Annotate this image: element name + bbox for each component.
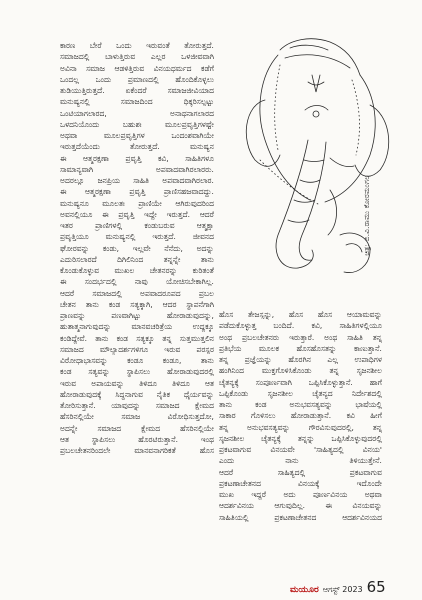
text-line: ಕಂಡ ಸತ್ಯವನ್ನು ಸ್ಥಾಪಿಸಲು ಹೋರಾಡುವುದರಲ್ಲಿ bbox=[60, 367, 214, 377]
text-line: ಸಮಾಜದ ಮೌಲ್ಯಾದರ್ಶಗಳಿಗೂ ಇರುವ ಪರಸ್ಪರ bbox=[60, 344, 214, 354]
article-right-column bbox=[219, 309, 382, 523]
text-line: ಅಥವಾ ಮೂಲಪ್ರವೃತ್ತಿಗಳ ಒಂದಂಶವಾಗಿಯೇ bbox=[60, 131, 214, 140]
ganesha-sketch-icon bbox=[220, 30, 400, 300]
text-line: ವಿರೋಧಾಭಾಸವನ್ನು ಕಂಡೂ ಕಂಡೂ, ತಾನು bbox=[60, 356, 214, 365]
text-line: ಎಂದು ನಾನು ತಿಳಿಯುತ್ತೇನೆ. bbox=[219, 456, 382, 466]
text-line: ಈ ಆತ್ಮರಕ್ಷಣಾ ಪ್ರವೃತ್ತಿ ಪ್ರಾಣಿಸಹಜವಾದದ್ದು. bbox=[60, 187, 214, 197]
text-line: ತನ್ನ ಅನುಭವಸತ್ಯವನ್ನು ಗೌರವಿಸುವುದರಲ್ಲಿ, ತನ್ನ bbox=[219, 422, 382, 432]
text-line: ಪ್ರಾಣವನ್ನು ಪಣವಾಗಿಟ್ಟು ಹೋರಾಡುವುದನ್ನು, bbox=[60, 311, 214, 320]
text-line: ಆದರೆ ಸಾಹಿತ್ಯದಲ್ಲಿ ಪ್ರಕಟವಾಗುವ bbox=[219, 467, 382, 477]
text-line: ಮುಖ ಇದ್ದರೆ ಅದು ಪೂರ್ಣವಿನಯ ಅಥವಾ bbox=[219, 490, 382, 499]
illustration-credit: ಚಿತ್ರ: ಬಿ.ವಿ.ರಾಮು ಕೋರಮಂಗಲ bbox=[363, 175, 371, 256]
text-line: ಇರುತ್ತದೆಯೆಂದು ತೋರುತ್ತದೆ. ಮನುಷ್ಯನ bbox=[60, 142, 214, 152]
text-line: ಚೈತನ್ಯಕ್ಕೆ ಸಂಪೂರ್ಣವಾಗಿ ಒಪ್ಪಿಸಿಕೊಳ್ಳುತ್ತಾನೆ. ಹಾಗೆ bbox=[219, 377, 382, 387]
text-line: ಈ ಆತ್ಮರಕ್ಷಣಾ ಪ್ರವೃತ್ತಿ ಕವಿ, ಸಾಹಿತಿಗಳೂ bbox=[60, 153, 214, 163]
text-line: ತೋರಿಸುತ್ತಾನೆ. ಯಾವುದನ್ನು ಸಮಾಜದ ಕ್ಷೇಮದ bbox=[60, 401, 214, 410]
text-line: ಒಂದಲ್ಲ ಒಂದು ಪ್ರಮಾಣದಲ್ಲಿ ಹೊಂದಿಕೊಳ್ಳಲು bbox=[60, 74, 214, 84]
text-line: ಪ್ರವೃತ್ತಿಯೂ ಮನುಷ್ಯನಲ್ಲಿ ಇರುತ್ತದೆ. ಜೀವನದ bbox=[60, 232, 214, 242]
text-line: ಘೋರವನ್ನು ಕಂಡು, ಇಲ್ಲವೇ ನೆನೆದು, ಅದನ್ನು bbox=[60, 243, 214, 253]
text-line: ಒಪ್ಪಿಕೊಂಡು ಸೃಜನಶೀಲ ಚೈತನ್ಯದ ನಿರ್ದೇಶದಲ್ಲಿ bbox=[219, 388, 382, 398]
text-line: ಇತರ ಪ್ರಾಣಿಗಳಲ್ಲಿ ಕಂಡುಬರುವ ಆತ್ಮಕ್ಷಾ bbox=[60, 221, 214, 230]
text-line: ಹೊಸ ತೇಜಸ್ಸನ್ನು, ಹೊಸ ಹೊಸ ಆಯಾಮವನ್ನು bbox=[219, 310, 382, 319]
text-line: ಸಮಾಜದಲ್ಲಿ ಬಾಳುತ್ತಿರುವ ಎಲ್ಲರ ಒಳಜೀವವಾಗಿ bbox=[60, 52, 214, 62]
text-line: ತುಡಿಯುತ್ತಿರುತ್ತದೆ. ಏಕೆಂದರೆ ಸಮಾಜಜೀವಿಯಾದ bbox=[60, 86, 214, 95]
text-line: ಪಡೆದುಕೊಳ್ಳುತ್ತ ಬಂದಿದೆ. ಕವಿ, ಸಾಹಿತಿಗಳಲ್ಲಿಯೂ bbox=[219, 321, 382, 331]
text-line: ಆತ ಸ್ಥಾಪಿಸಲು ಹೊರಟಿರುತ್ತಾನೆ. ಇಂಥ bbox=[60, 434, 214, 444]
text-line: ಆದರೆ ಸಮಾಜದಲ್ಲಿ ಅಪವಾದರೂಪದ ಪ್ರಬಲ bbox=[60, 288, 214, 298]
article-left-column bbox=[60, 40, 214, 456]
text-line: ಮನುಷ್ಯನಲ್ಲಿ ಸಮಾಜದಿಂದ ಧಿಕ್ಕರಿಸಲ್ಪಟ್ಟು bbox=[60, 97, 214, 107]
text-line: ಪ್ರತಿಭೆಯ ಮೂಲಕ ಹೊಸಹೊಸತನ್ನು ಕಾಣುತ್ತಾನೆ. bbox=[219, 343, 382, 353]
text-line: ಎದುರಿಸಲಾರದೆ ದಿಗಿಲಿನಿಂದ ತನ್ನನ್ನೇ ತಾನು bbox=[60, 254, 214, 264]
issue-date: ಆಗಸ್ಟ್ 2023 bbox=[322, 585, 363, 594]
text-line: ಪ್ರಕಟವಾಗುವ ವಿನಯವೇ 'ಸಾಹಿತ್ಯದಲ್ಲಿ ವಿನಯ' bbox=[219, 445, 382, 454]
text-line: ಸಾಮಾನ್ಯವಾಗಿ ಅಪವಾದವಾಗಿರಲಾರರು. bbox=[60, 164, 214, 174]
text-line: ಹುತಾತ್ಮನಾಗುವುದನ್ನು ಮಾನವಚರಿತ್ರೆಯ ಉದ್ದಕ್ಕೂ bbox=[60, 322, 214, 332]
text-line: ಹೆಸರಿನಲ್ಲಿಯೇ ಸಮಾಜ ವಿರೋಧಿಸುತ್ತದೋ, bbox=[60, 412, 214, 422]
text-line: ಸೃಜನಶೀಲ ಚೈತನ್ಯಕ್ಕೆ ತನ್ನನ್ನು ಒಪ್ಪಿಸಿಕೊಳ್ಳುವುದರಲ್ಲಿ bbox=[219, 433, 382, 443]
text-line: ಹಂಗಿನಿಂದ ಮುಕ್ತಗೊಳಿಸಿಕೊಂಡು ತನ್ನ ಸೃಜನಶೀಲ bbox=[219, 366, 382, 376]
text-line: ಚೇತನ ತಾನು ಕಂಡ ಸತ್ಯಕ್ಕಾಗಿ, ಆದರ ಸ್ಥಾಪನೆಗಾಗಿ bbox=[60, 299, 214, 309]
text-line: ಕಂಡಿದ್ದೇವೆ. ತಾನು ಕಂಡ ಸತ್ಯಕ್ಕೂ ತನ್ನ ಸುತ್ತಮುತ್ತಲಿನ bbox=[60, 333, 214, 343]
text-line: ಒಳದನಿಯೊಂದು ಬಹುಶಃ ಮೂಲಪ್ರವೃತ್ತಿಗಳಷ್ಟೇ bbox=[60, 119, 214, 129]
text-line: ತಾನು ಕಂಡ ಅನುಭವಸತ್ಯವನ್ನು ಭಾಷೆಯಲ್ಲಿ bbox=[219, 400, 382, 409]
text-line: ಅದನ್ನೇ ಸಮಾಜದ ಕ್ಷೇಮದ ಹೆಸರಿನಲ್ಲಿಯೇ bbox=[60, 423, 214, 433]
text-line: ಈ ಸಂದರ್ಭದಲ್ಲಿ ನಾವು ಯೋಚಿಸಬೇಕಾಗಿಲ್ಲ. bbox=[60, 277, 214, 287]
magazine-name: ಮಯೂರ bbox=[290, 585, 319, 595]
text-line: ಅವಿನಾ ಸಮಾಜ ಆಡಳಿತ್ತಿರುವ ವಿನಯಧರ್ಮದ ಕಡೆಗೆ bbox=[60, 63, 214, 73]
text-line: ಇರುವ ಅಪಾಯವನ್ನು ತಿಳಿದೂ ತಿಳಿದೂ ಆತ bbox=[60, 378, 214, 388]
text-line: ಅದರಲ್ಲೂ ಜನಪ್ರಿಯ ಸಾಹಿತಿ ಅಪವಾದವಾಗಿರಲಾರ. bbox=[60, 176, 214, 185]
text-line: ಸಾಹಿತಿಯಲ್ಲಿ ಪ್ರಕಟಣಾಚೇತನದ ಆದರ್ಶವಿನಯದ bbox=[219, 512, 382, 522]
ganesha-illustration bbox=[220, 30, 400, 300]
text-line: ಅಂಥ ಪ್ರಬಲಚೇತನರು ಇರುತ್ತಾರೆ. ಅಂಥ ಸಾಹಿತಿ ತನ್ನ bbox=[219, 332, 382, 342]
text-line: ಕಾರಣ ಬೇರೆ ಒಂದು ಇರುವಂತೆ ತೋರುತ್ತದೆ. bbox=[60, 41, 214, 50]
text-line: ಮನುಷ್ಯನೂ ಮೂಲತಃ ಪ್ರಾಣಿಯೇ ಆಗಿರುವುದರಿಂದ bbox=[60, 198, 214, 208]
text-line: ಪ್ರಬಲಚೇತನರಿಂದಲೇ ಮಾನವನಾಗರಿಕತೆ ಹೊಸ bbox=[60, 446, 214, 455]
text-line: ಆದರ್ಶವಿನಯ ಆಗುವುದಿಲ್ಲ. ಈ ವಿನಯವನ್ನು bbox=[219, 501, 382, 511]
text-line: ತನ್ನ ಪ್ರಜ್ಞೆಯನ್ನು ಹೊರಗಿನ ಎಲ್ಲ ಉಪಾಧಿಗಳ bbox=[219, 355, 382, 364]
text-line: ಸಾಕಾರ ಗೊಳಿಸಲು ಹೋರಾಡುತ್ತಾನೆ. ಕವಿ ಹೀಗೆ bbox=[219, 411, 382, 421]
text-line: ಕೊಂಡುಕೊಳ್ಳುವ ಮುಖಲ ಚೇತನರನ್ನು ಕುರಿತಂತೆ bbox=[60, 266, 214, 275]
text-line: ಹೋರಾಡುವುದಕ್ಕೆ ಸಿದ್ಧನಾಗುವ ನೈತಿಕ ಧೈರ್ಯವನ್ನು bbox=[60, 389, 214, 399]
text-line: ಪ್ರಕಟಣಾಚೇತನದ ವಿನಯಕ್ಕೆ ಇದೊಂದೇ bbox=[219, 478, 382, 488]
text-line: ಒಂಟಿಯಾಗಲಾರದ, ಅನಾಥನಾಗಲಾರದ bbox=[60, 108, 214, 118]
text-line: ಅವನಲ್ಲಿಯೂ ಈ ಪ್ರವೃತ್ತಿ ಇದ್ದೇ ಇರುತ್ತದೆ. ಆದರೆ bbox=[60, 209, 214, 219]
page-footer bbox=[290, 578, 386, 596]
page-number: 65 bbox=[366, 578, 386, 596]
